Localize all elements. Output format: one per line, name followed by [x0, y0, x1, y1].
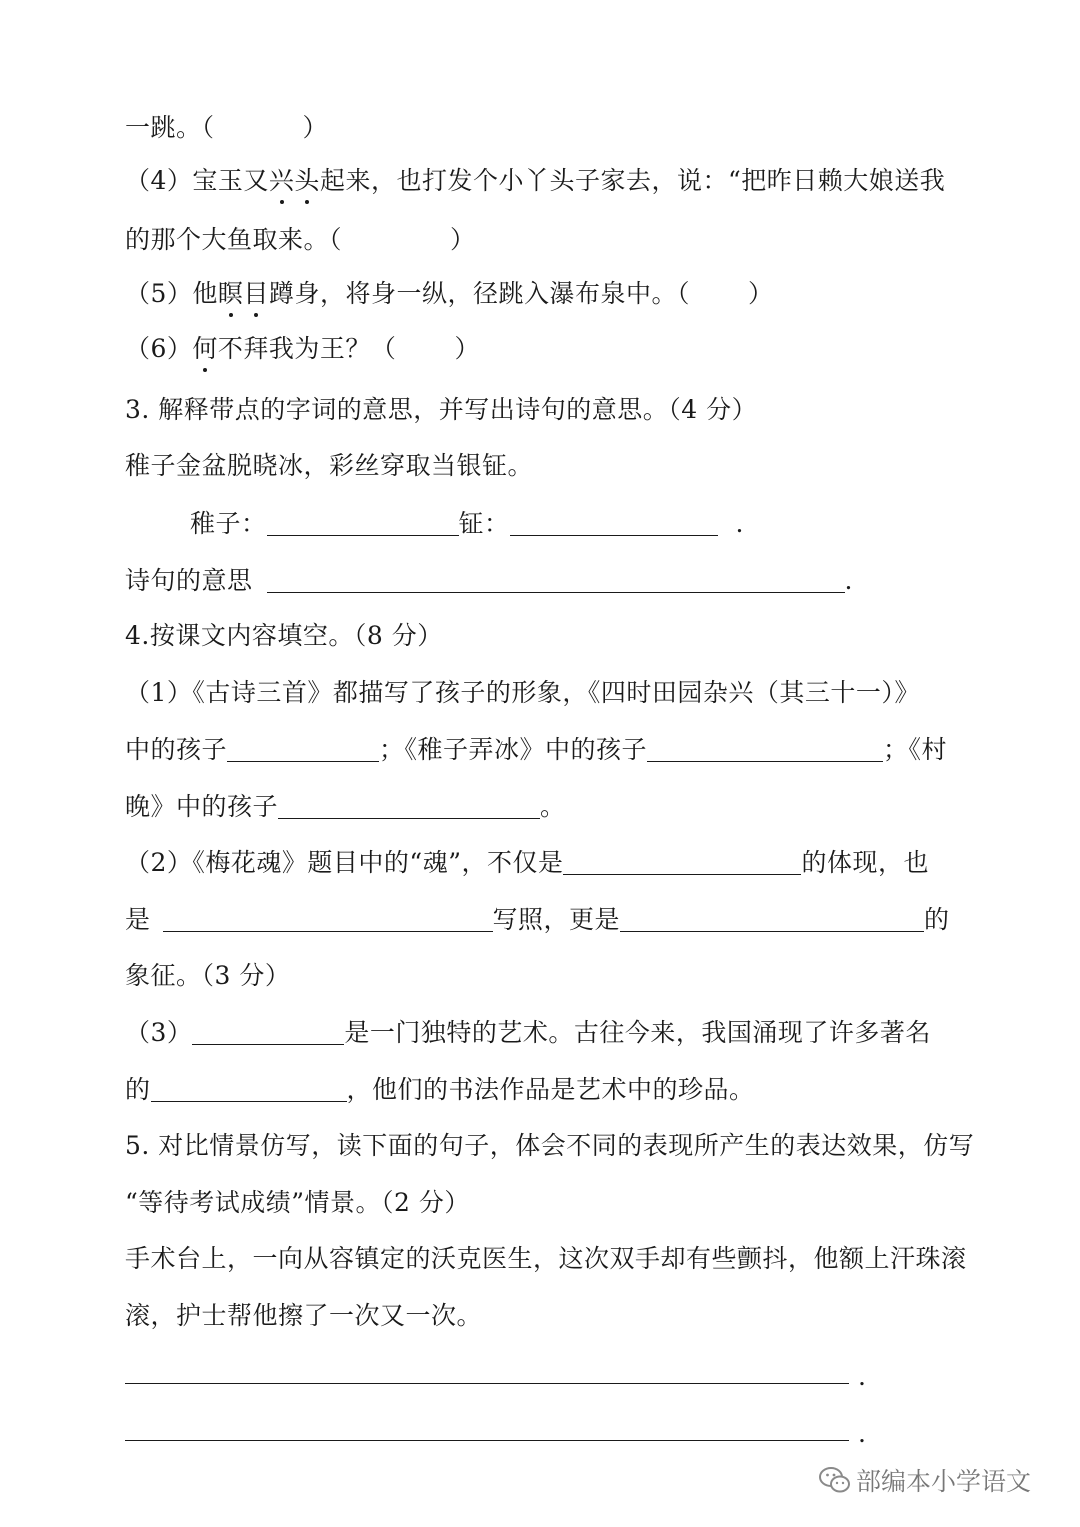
question-5-title-cont: “等待考试成绩”情景。（2 分）: [125, 1188, 470, 1217]
writing-line[interactable]: [125, 1440, 849, 1441]
line-end-dot: .: [858, 1362, 866, 1391]
dotted-char: 何: [192, 331, 218, 367]
question-4-item-2-cont: 是 写照，更是 的: [125, 905, 950, 934]
answer-blank[interactable]: [563, 848, 801, 875]
answer-blank[interactable]: [267, 509, 459, 536]
dotted-char: 瞑: [218, 276, 244, 312]
wechat-icon: [818, 1465, 852, 1495]
line-1: 一跳。（ ）: [125, 113, 329, 142]
question-4-item-3-cont: 的 ，他们的书法作品是艺术中的珍品。: [125, 1075, 755, 1104]
question-5-title: 5. 对比情景仿写，读下面的句子，体会不同的表现所产生的表达效果，仿写: [125, 1131, 975, 1160]
answer-blank[interactable]: [227, 735, 379, 762]
question-4-item-2-end: 象征。（3 分）: [125, 961, 291, 990]
answer-blank[interactable]: [163, 905, 493, 932]
question-4-item-2: （2）《梅花魂》题目中的“魂”，不仅是 的体现，也: [125, 848, 929, 877]
question-4-title: 4.按课文内容填空。（8 分）: [125, 621, 443, 650]
line-3: 的那个大鱼取来。（ ）: [125, 225, 476, 254]
poem-meaning-line: 诗句的意思 .: [125, 566, 853, 595]
question-4-item-1-cont: 中的孩子 ；《稚子弄冰》中的孩子 ；《村: [125, 735, 948, 764]
dotted-char: 兴: [269, 163, 295, 199]
question-3-blanks: 稚子： 钲： .: [190, 509, 744, 538]
question-4-item-1-end: 晚》中的孩子 。: [125, 792, 566, 821]
question-4-item-1: （1）《古诗三首》都描写了孩子的形象，《四时田园杂兴（其三十一）》: [125, 678, 920, 707]
dotted-char: 头: [294, 163, 320, 199]
line-end-dot: .: [858, 1419, 866, 1448]
question-2-item-6: （6）何不拜我为王？（ ）: [125, 331, 480, 367]
answer-blank[interactable]: [267, 566, 845, 593]
answer-blank[interactable]: [278, 792, 540, 819]
watermark: [818, 1462, 1031, 1498]
writing-line[interactable]: [125, 1383, 849, 1384]
question-5-example: 手术台上，一向从容镇定的沃克医生，这次双手却有些颤抖，他额上汗珠滚: [125, 1244, 967, 1273]
question-2-item-5: （5）他瞑目蹲身，将身一纵，径跳入瀑布泉中。（ ）: [125, 276, 773, 312]
answer-blank[interactable]: [647, 735, 883, 762]
question-5-example-cont: 滚，护士帮他擦了一次又一次。: [125, 1301, 483, 1330]
poem-line: 稚子金盆脱晓冰，彩丝穿取当银钲。: [125, 451, 534, 480]
question-3-title: 3. 解释带点的字词的意思，并写出诗句的意思。（4 分）: [125, 395, 758, 424]
answer-blank[interactable]: [510, 509, 718, 536]
question-2-item-4: （4）宝玉又兴头起来，也打发个小丫头子家去，说：“把昨日赖大娘送我: [125, 163, 945, 199]
answer-blank[interactable]: [620, 905, 924, 932]
question-4-item-3: （3） 是一门独特的艺术。古往今来，我国涌现了许多著名: [125, 1018, 931, 1047]
answer-blank[interactable]: [151, 1075, 347, 1102]
answer-blank[interactable]: [192, 1018, 344, 1045]
dotted-char: 目: [243, 276, 269, 312]
watermark-text: 部编本小学语文: [856, 1467, 1032, 1496]
